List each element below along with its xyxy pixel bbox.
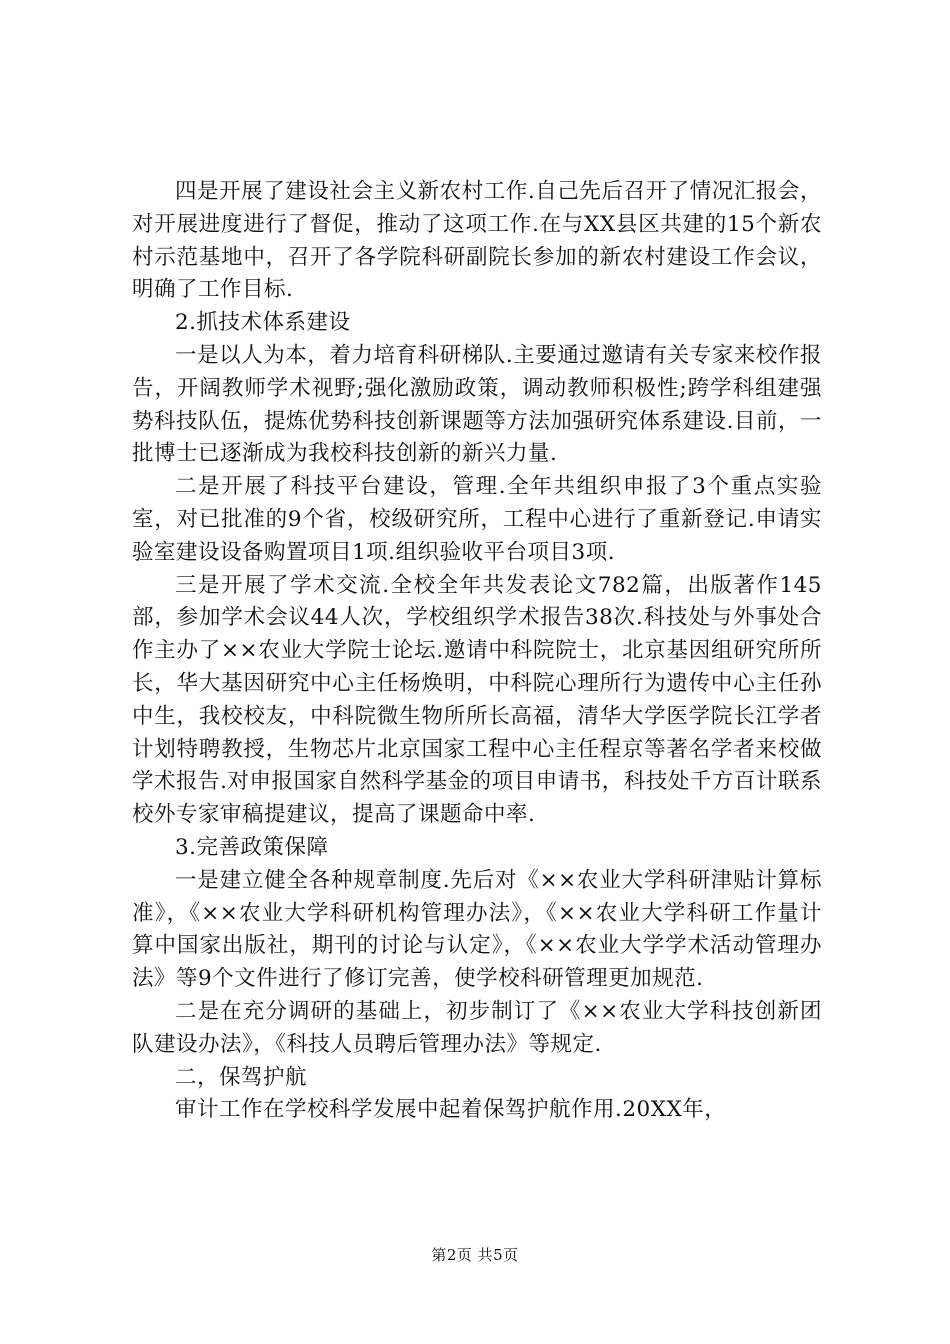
paragraph-regulations: 一是建立健全各种规章制度.先后对《××农业大学科研津贴计算标准》，《××农业大学科研机构管理办法》，《××农业大学科研工作量计算中国家出版社，期刊的讨论与认定》，《××农业大学学术活动管理办法》等9个文件进行了修订完善，使学校科研管理更加规范. [132, 867, 822, 992]
section-heading-tech-system: 2.抓技术体系建设 [175, 310, 351, 336]
paragraph-new-countryside: 四是开展了建设社会主义新农村工作.自己先后召开了情况汇报会，对开展进度进行了督促，推动了这项工作.在与XX县区共建的15个新农村示范基地中，召开了各学院科研副院长参加的新农村建设工作会议，明确了工作目标. [132, 179, 822, 303]
page-number-footer: 第2页 共5页 [431, 1246, 519, 1264]
section-heading-policy: 3.完善政策保障 [175, 834, 329, 860]
document-body [132, 176, 822, 1127]
paragraph-research-team: 一是以人为本，着力培育科研梯队.主要通过邀请有关专家来校作报告，开阔教师学术视野;强化激励政策，调动教师积极性;跨学科组建强势科技队伍，提炼优势科技创新课题等方法加强研究体系建设.目前，一批博士已逐渐成为我校科技创新的新兴力量. [132, 342, 822, 467]
paragraph-tech-platform: 二是开展了科技平台建设，管理.全年共组织申报了3个重点实验室，对已批准的9个省，校级研究所，工程中心进行了重新登记.申请实验室建设设备购置项目1项.组织验收平台项目3项. [132, 474, 822, 565]
paragraph-innovation-team: 二是在充分调研的基础上，初步制订了《××农业大学科技创新团队建设办法》，《科技人员聘后管理办法》等规定. [132, 998, 822, 1057]
paragraph-audit: 审计工作在学校科学发展中起着保驾护航作用.20XX年， [175, 1097, 727, 1123]
section-heading-safeguard: 二，保驾护航 [175, 1064, 308, 1090]
paragraph-academic-exchange: 三是开展了学术交流.全校全年共发表论文782篇，出版著作145部，参加学术会议44人次，学校组织学术报告38次.科技处与外事处合作主办了××农业大学院士论坛.邀请中科院院士，北京基因组研究所所长，华大基因研究中心主任杨焕明，中科院心理所行为遗传中心主任孙中生，我校校友，中科院微生物所所长高福，清华大学医学院长江学者计划特聘教授，生物芯片北京国家工程中心主任程京等著名学者来校做学术报告.对申报国家自然科学基金的项目申请书，科技处千方百计联系校外专家审稿提建议，提高了课题命中率. [132, 572, 822, 828]
